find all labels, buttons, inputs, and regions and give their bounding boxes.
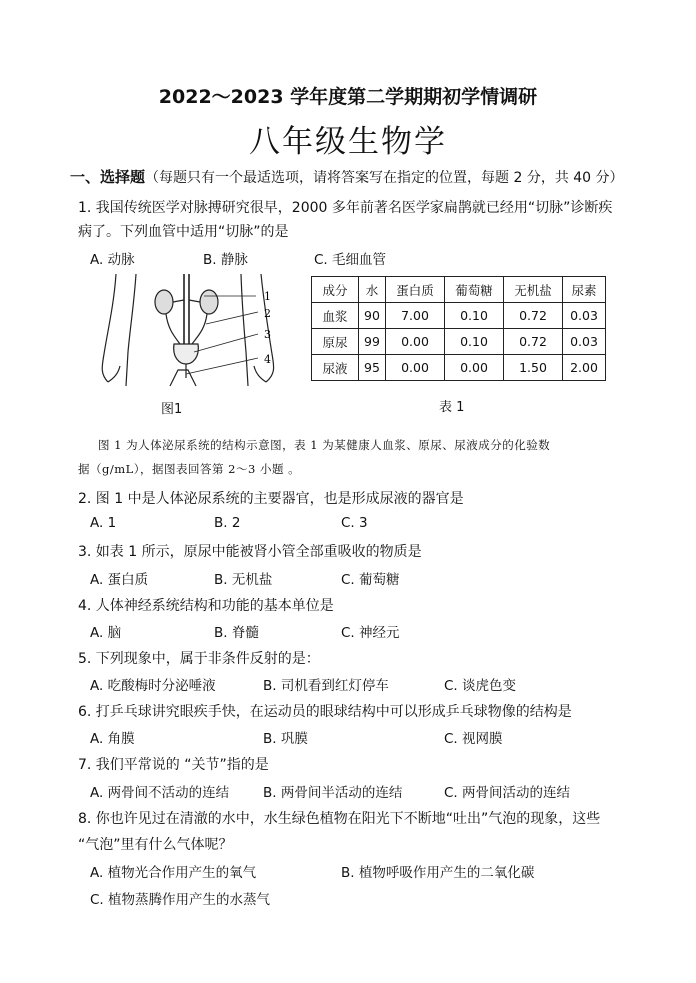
table-header-row (312, 277, 606, 303)
section-heading (70, 166, 624, 187)
q8-stem-line2: “气泡”里有什么气体呢？ (78, 837, 233, 853)
table-cell: 0.10 (445, 329, 504, 355)
table-cell: 99 (359, 329, 386, 355)
q1-stem-line2: 病了。下列血管中适用“切脉”的是 (78, 224, 289, 240)
table-header-cell: 尿素 (563, 277, 606, 303)
intro-line2: 据（g/mL），据图表回答第 2～3 小题 。 (78, 462, 301, 476)
table-cell: 0.72 (504, 329, 563, 355)
table-cell: 血浆 (312, 303, 359, 329)
table-cell: 1.50 (504, 355, 563, 381)
q5-stem: 5. 下列现象中，属于非条件反射的是： (78, 651, 320, 667)
table-header-cell: 葡萄糖 (445, 277, 504, 303)
q2-option-c: C. 3 (341, 515, 368, 531)
q5-option-b: B. 司机看到红灯停车 (263, 678, 389, 694)
table-cell: 7.00 (386, 303, 445, 329)
q5-option-a: A. 吃酸梅时分泌唾液 (90, 678, 216, 694)
q1-option-a: A. 动脉 (90, 252, 135, 268)
q4-option-b: B. 脊髓 (214, 625, 259, 641)
q8-option-b: B. 植物呼吸作用产生的二氧化碳 (341, 865, 535, 881)
q2-stem: 2. 图 1 中是人体泌尿系统的主要器官，也是形成尿液的器官是 (78, 491, 464, 507)
q3-option-b: B. 无机盐 (214, 572, 273, 588)
table-cell: 2.00 (563, 355, 606, 381)
figure1-label-1: 1 (264, 290, 271, 303)
table-row (312, 303, 606, 329)
q3-stem: 3. 如表 1 所示，原尿中能被肾小管全部重吸收的物质是 (78, 544, 422, 560)
section-note: （每题只有一个最适选项，请将答案写在指定的位置，每题 2 分，共 40 分） (145, 170, 624, 186)
figure1-label-3: 3 (264, 328, 271, 341)
table-header-cell: 无机盐 (504, 277, 563, 303)
q2-option-a: A. 1 (90, 515, 117, 531)
intro-line1: 图 1 为人体泌尿系统的结构示意图，表 1 为某健康人血浆、原尿、尿液成分的化验数 (98, 438, 551, 452)
q6-option-b: B. 巩膜 (263, 731, 308, 747)
q7-stem: 7. 我们平常说的 “关节”指的是 (78, 757, 269, 773)
figure1-label-4: 4 (264, 353, 271, 366)
table-cell: 90 (359, 303, 386, 329)
q7-option-b: B. 两骨间半活动的连结 (263, 785, 403, 801)
figure1-label-2: 2 (264, 307, 271, 320)
table1-caption: 表 1 (439, 400, 465, 415)
table-cell: 0.00 (386, 329, 445, 355)
q5-option-c: C. 谈虎色变 (444, 678, 517, 694)
table-cell: 0.03 (563, 329, 606, 355)
q1-stem-line1: 1. 我国传统医学对脉搏研究很早，2000 多年前著名医学家扁鹊就已经用“切脉”诊断疾 (78, 200, 613, 216)
q4-option-c: C. 神经元 (341, 625, 400, 641)
table-cell: 0.03 (563, 303, 606, 329)
table-cell: 0.72 (504, 303, 563, 329)
q1-option-c: C. 毛细血管 (314, 252, 387, 268)
table-header-cell: 成分 (312, 277, 359, 303)
q3-option-c: C. 葡萄糖 (341, 572, 400, 588)
q8-stem-line1: 8. 你也许见过在清澈的水中，水生绿色植物在阳光下不断地“吐出”气泡的现象，这些 (78, 811, 601, 827)
q8-option-a: A. 植物光合作用产生的氧气 (90, 865, 257, 881)
table-cell: 0.00 (386, 355, 445, 381)
table-row (312, 329, 606, 355)
table-cell: 尿液 (312, 355, 359, 381)
section-label: 一、选择题 (70, 168, 146, 186)
q3-option-a: A. 蛋白质 (90, 572, 149, 588)
figure1-caption: 图1 (161, 402, 183, 417)
q1-option-b: B. 静脉 (203, 252, 248, 268)
q2-option-b: B. 2 (214, 515, 241, 531)
table-cell: 原尿 (312, 329, 359, 355)
exam-subtitle: 八年级生物学 (249, 124, 447, 160)
urinary-system-figure (96, 274, 286, 389)
q7-option-c: C. 两骨间活动的连结 (444, 785, 571, 801)
q6-option-c: C. 视网膜 (444, 731, 503, 747)
table-cell: 95 (359, 355, 386, 381)
q4-option-a: A. 脑 (90, 625, 122, 641)
table-cell: 0.00 (445, 355, 504, 381)
q7-option-a: A. 两骨间不活动的连结 (90, 785, 230, 801)
q8-option-c: C. 植物蒸腾作用产生的水蒸气 (90, 892, 271, 908)
table-row (312, 355, 606, 381)
table-cell: 0.10 (445, 303, 504, 329)
q6-option-a: A. 角膜 (90, 731, 135, 747)
table-header-cell: 蛋白质 (386, 277, 445, 303)
table-header-cell: 水 (359, 277, 386, 303)
table1 (311, 276, 606, 381)
q4-stem: 4. 人体神经系统结构和功能的基本单位是 (78, 598, 334, 614)
q6-stem: 6. 打乒乓球讲究眼疾手快，在运动员的眼球结构中可以形成乒乓球物像的结构是 (78, 704, 572, 720)
exam-title: 2022～2023 学年度第二学期期初学情调研 (158, 86, 538, 108)
